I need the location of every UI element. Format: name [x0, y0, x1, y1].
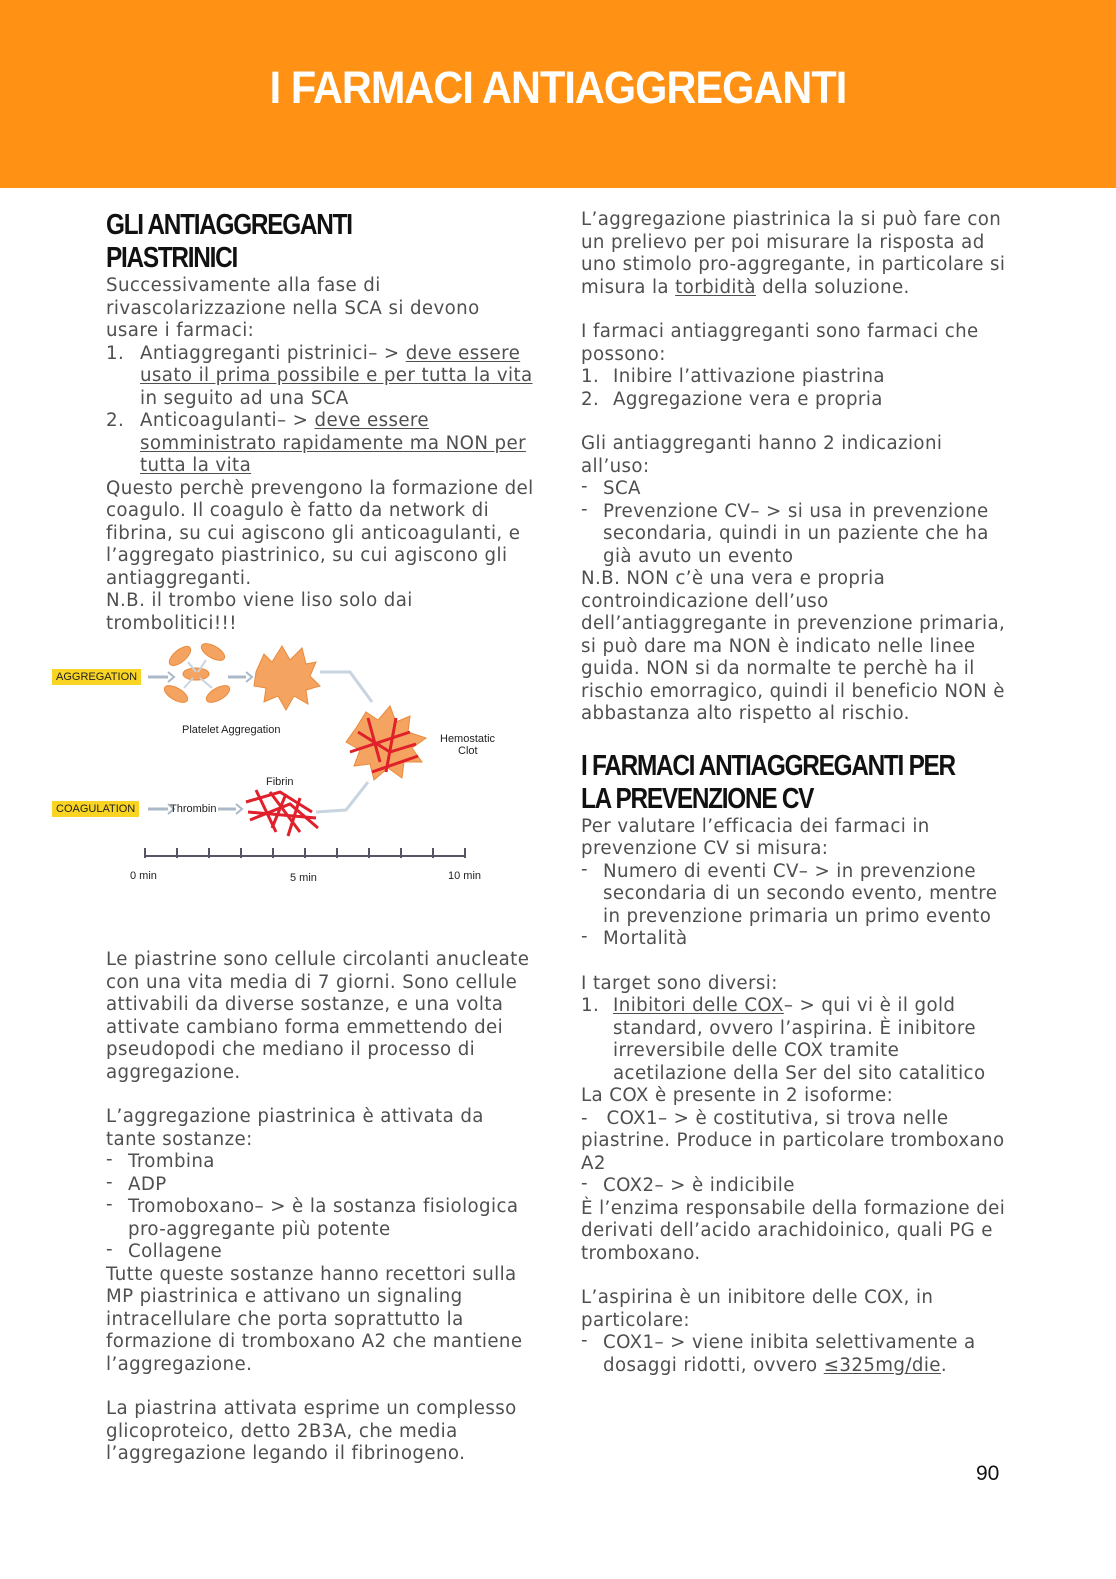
- paragraph: L’aggregazione piastrinica la si può fare con un prelievo per poi misurare la risposta ad uno stimolo pro-aggregante, in particolare si misura la torbidità della soluzione.: [581, 209, 1006, 298]
- section-heading: I FARMACI ANTIAGGREGANTI PER LA PREVENZIONE CV: [581, 749, 955, 815]
- list-item: - Mortalità: [581, 926, 688, 949]
- list-item: 2. Aggregazione vera e propria: [581, 388, 883, 410]
- fibrin-label: Fibrin: [266, 776, 294, 788]
- title-banner: [0, 0, 1116, 188]
- platelet-aggregation-label: Platelet Aggregation: [182, 724, 281, 736]
- paragraph: Successivamente alla fase di rivascolarizzazione nella SCA si devono usare i farmaci:: [106, 275, 480, 341]
- list-item: - ADP: [106, 1171, 167, 1195]
- clot-label: Clot: [458, 745, 478, 757]
- aggregation-tag: AGGREGATION: [52, 669, 141, 685]
- time-axis: [145, 848, 465, 858]
- list-item: 1. Inibire l’attivazione piastrina: [581, 366, 885, 387]
- fibrin-mesh: [246, 790, 318, 836]
- time-0-label: 0 min: [130, 870, 157, 882]
- list-item: 1. Inibitori delle COX– > qui vi è il gold standard, ovvero l’aspirina. È inibitore irreversibile delle COX tramite acetilazione della Ser del sito catalitico: [581, 995, 986, 1084]
- paragraph: La piastrina attivata esprime un complesso glicoproteico, detto 2B3A, che media l’aggregazione legando il fibrinogeno.: [106, 1398, 517, 1464]
- paragraph: È l’enzima responsabile della formazione dei derivati dell’acido arachidoinico, quali PG e tromboxano.: [581, 1197, 1006, 1264]
- paragraph: La COX è presente in 2 isoforme:: [581, 1085, 894, 1106]
- time-10-label: 10 min: [448, 870, 482, 882]
- hemostasis-figure: [50, 632, 510, 892]
- time-5-label: 5 min: [290, 872, 317, 884]
- list-item: - Prevenzione CV– > si usa in prevenzione secondaria, quindi in un paziente che ha già avuto un evento: [581, 498, 989, 567]
- paragraph: N.B. NON c’è una vera e propria controindicazione dell’uso dell’antiaggregante in prevenzione primaria, si può dare ma NON è indicato nelle linee guida. NON si da normalte te perchè ha il rischio emorragico, quindi il beneficio NON è abbastanza alto rispetto al rischio.: [581, 568, 1006, 724]
- paragraph: Le piastrine sono cellule circolanti anucleate con una vita media di 7 giorni. Sono cellule attivabili da diverse sostanze, e una volta attivate cambiano forma emmettendo dei pseudopodi che mediano il processo di aggregazione.: [106, 949, 530, 1083]
- platelet-cluster: [162, 640, 233, 705]
- page-number: 90: [976, 1462, 1000, 1485]
- paragraph: L’aggregazione piastrinica è attivata da tante sostanze:: [106, 1106, 484, 1150]
- list-item: - Numero di eventi CV– > in prevenzione secondaria di un secondo evento, mentre in prevenzione primaria un primo evento: [581, 858, 998, 927]
- thrombin-label: Thrombin: [170, 803, 217, 815]
- paragraph: Per valutare l’efficacia dei farmaci in prevenzione CV si misura:: [581, 815, 930, 859]
- section-heading: GLI ANTIAGGREGANTI PIASTRINICI: [106, 209, 352, 274]
- list-item: - Trombina: [106, 1149, 215, 1172]
- right-column: [581, 209, 1011, 1377]
- hemostatic-label: Hemostatic: [440, 733, 496, 745]
- list-item: - COX2– > è indicibile: [581, 1173, 795, 1196]
- list-item: - Collagene: [106, 1239, 223, 1262]
- list-item: - Tromoboxano– > è la sostanza fisiologica pro-aggregante più potente: [106, 1194, 519, 1240]
- list-item: 1. Antiaggreganti pistrinici– > deve essere usato il prima possibile e per tutta la vita in seguito ad una SCA: [106, 342, 533, 409]
- paragraph: I target sono diversi:: [581, 972, 778, 994]
- paragraph: - COX1– > è costitutiva, si trova nelle piastrine. Produce in particolare tromboxano A2: [581, 1107, 1005, 1174]
- list-item: - SCA: [581, 476, 641, 499]
- paragraph: I farmaci antiaggreganti sono farmaci che possono:: [581, 321, 979, 365]
- list-item: 2. Anticoagulanti– > deve essere somministrato rapidamente ma NON per tutta la vita: [106, 410, 526, 476]
- list-item: - COX1– > viene inibita selettivamente a dosaggi ridotti, ovvero ≤325mg/die.: [581, 1330, 976, 1376]
- paragraph: Tutte queste sostanze hanno recettori sulla MP piastrinica e attivano un signaling intracellulare che porta soprattutto la formazione di tromboxano A2 che mantiene l’aggregazione.: [106, 1263, 523, 1375]
- coagulation-tag: COAGULATION: [52, 801, 139, 817]
- paragraph: L’aspirina è un inibitore delle COX, in particolare:: [581, 1287, 934, 1331]
- page-title: I FARMACI ANTIAGGREGANTI: [269, 62, 847, 113]
- paragraph: Gli antiaggreganti hanno 2 indicazioni all’uso:: [581, 433, 943, 477]
- platelet-aggregate: [254, 646, 320, 710]
- paragraph: Questo perchè prevengono la formazione del coagulo. Il coagulo è fatto da network di fibrina, su cui agiscono gli anticoagulanti, e l’aggregato piastrinico, su cui agiscono gli antiaggreganti.: [106, 477, 534, 589]
- paragraph: N.B. il trombo viene liso solo dai trombolitici!!!: [106, 590, 413, 634]
